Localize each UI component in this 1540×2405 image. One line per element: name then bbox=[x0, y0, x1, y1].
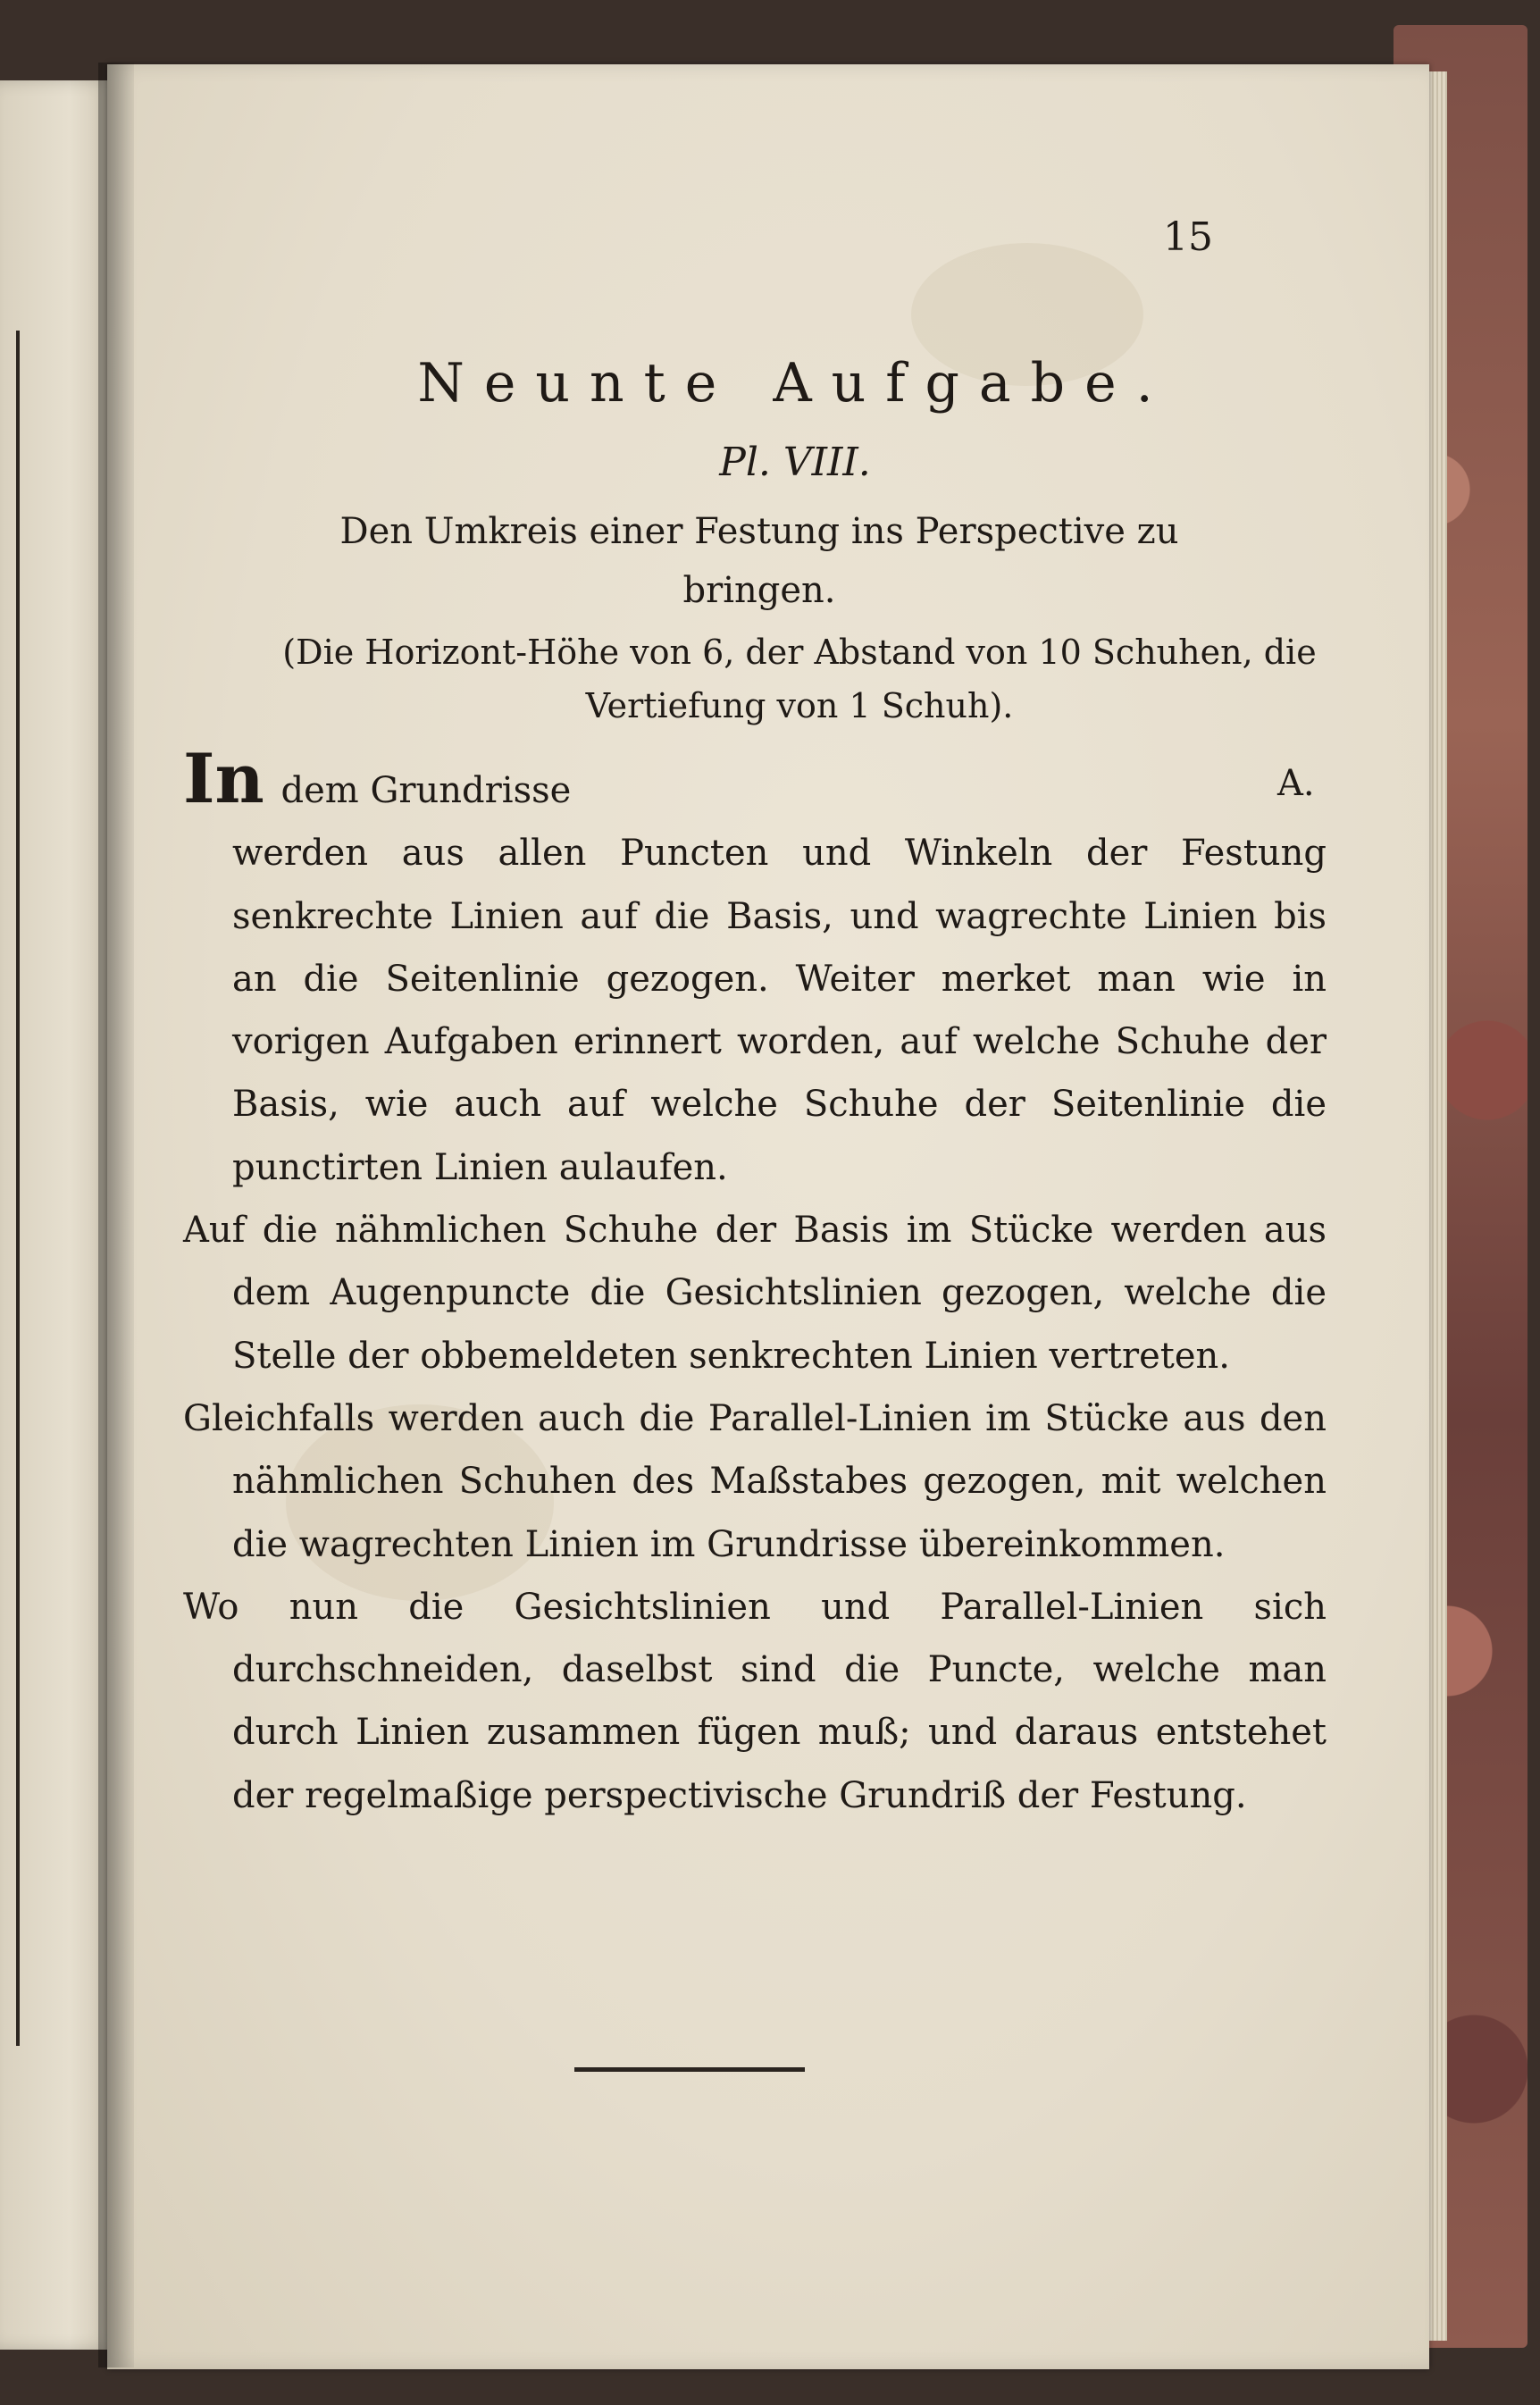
book-page bbox=[107, 64, 1429, 2369]
paragraph-4: Wo nun die Gesichtslinien und Parallel-Linien sich durchschneiden, daselbst sind die Puncte, welche man durch Linien zusammen fügen muß; und daraus entstehet der regelmaßige perspectivische Grundriß der Festung. bbox=[183, 1586, 1327, 1816]
page-title: Neunte Aufgabe. bbox=[417, 352, 1173, 415]
initial-capital: In bbox=[183, 739, 264, 818]
left-plate-frame bbox=[0, 331, 20, 2046]
paragraph-1-lead: dem Grundrisse bbox=[269, 770, 572, 811]
end-rule bbox=[574, 2067, 805, 2072]
body-text bbox=[183, 739, 1327, 1827]
paragraph-1: In dem Grundrisse A. werden aus allen Puncten und Winkeln der Festung senkrechte Linien auf die Basis, und wagrechte Linien bis an die Seitenlinie gezogen. Weiter merket man wie in vorigen Aufgaben erinnert worden, auf welche Schuhe der Basis, wie auch auf welche Schuhe der Seitenlinie die punctirten Linien aulaufen. bbox=[183, 739, 1327, 1188]
paragraph-3: Gleichfalls werden auch die Parallel-Linien im Stücke aus den nähmlichen Schuhen des Maßstabes gezogen, mit welchen die wagrechten Linien im Grundrisse übereinkommen. bbox=[183, 1397, 1327, 1565]
paragraph-2: Auf die nähmlichen Schuhe der Basis im Stücke werden aus dem Augenpuncte die Gesichtslinien gezogen, welche die Stelle der obbemeldeten senkrechten Linien vertreten. bbox=[183, 1210, 1327, 1377]
plate-reference: Pl. VIII. bbox=[719, 440, 871, 485]
book-gutter bbox=[98, 63, 134, 2367]
section-heading: Den Umkreis einer Festung ins Perspective zu bringen. bbox=[339, 511, 1179, 611]
paragraph-1-body: werden aus allen Puncten und Winkeln der Festung senkrechte Linien auf die Basis, und wagrechte Linien bis an die Seitenlinie gezogen. Weiter merket man wie in vorigen Aufgaben erinnert worden, auf welche Schuhe der Basis, wie auch auf welche Schuhe der Seitenlinie die punctirten Linien aulaufen. bbox=[232, 833, 1327, 1188]
page-number: 15 bbox=[1163, 214, 1213, 260]
parameter-note: (Die Horizont-Höhe von 6, der Abstand von 10 Schuhen, die Vertiefung von 1 Schuh). bbox=[282, 633, 1317, 725]
